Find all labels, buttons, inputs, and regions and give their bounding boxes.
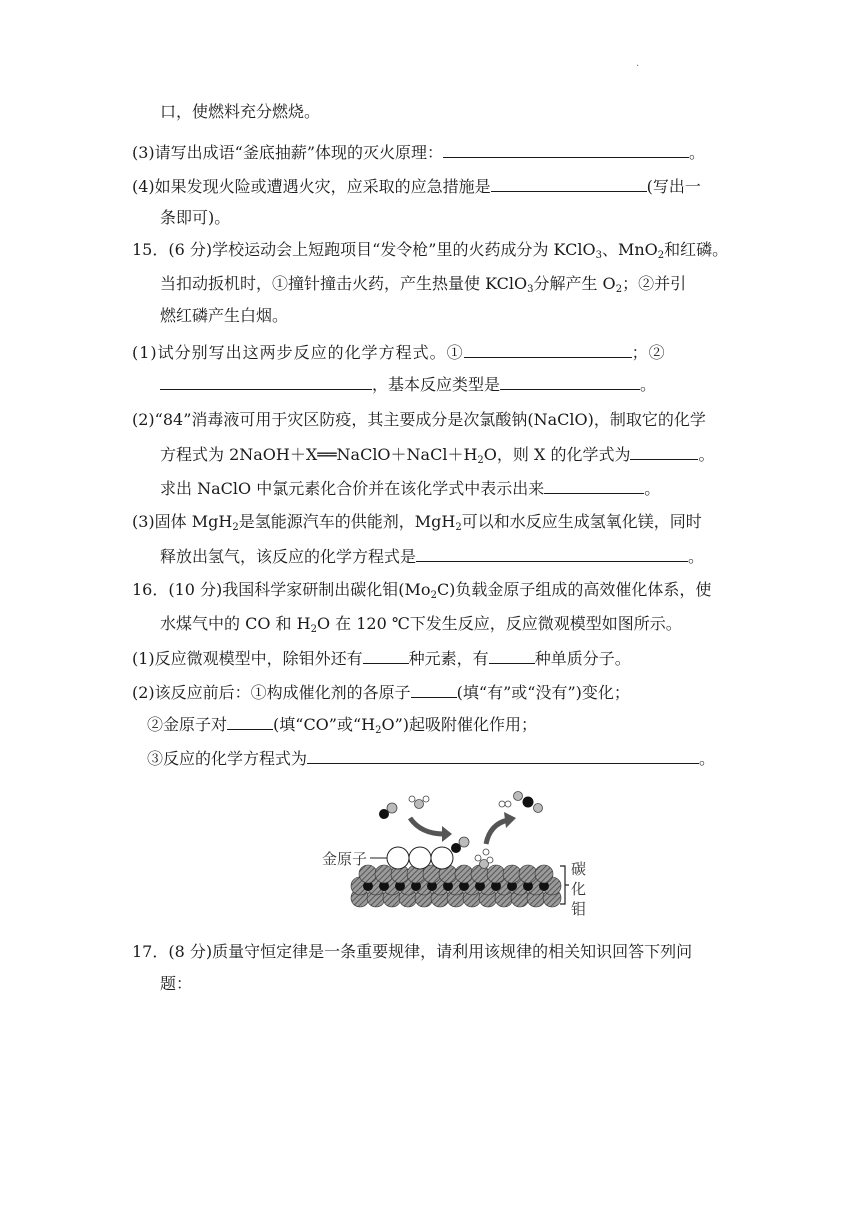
text-line: 水煤气中的 CO 和 $H_2O$ 在 120 ℃下发生反应，反应微观模型如图所示。	[160, 614, 682, 635]
text-line: 当扣动扳机时，①撞针撞击火药，产生热量使 KClO$_3$分解产生 $O_2$；②并引	[160, 274, 687, 295]
answer-blank[interactable]	[443, 142, 689, 158]
answer-blank[interactable]	[160, 374, 372, 390]
answer-blank[interactable]	[630, 444, 698, 460]
text-line: 方程式为 $2NaOH+X══NaClO+NaCl+H_2O$，则 X 的化学式为 。	[160, 445, 715, 466]
question-3: (3)请写出成语“釜底抽薪”体现的灭火原理： 。	[132, 143, 706, 162]
text-line: ③反应的化学方程式为 。	[147, 749, 716, 768]
problem-15-q1: (1)试分别写出这两步反应的化学方程式。① ；②	[132, 343, 666, 362]
problem-17: 17．(8 分)质量守恒定律是一条重要规律，请利用该规律的相关知识回答下列问	[132, 942, 693, 961]
arrow-in-head	[442, 826, 452, 842]
text-line: ②金原子对 (填“CO”或“$H_2O$”)起吸附催化作用；	[147, 715, 538, 736]
bracket	[560, 866, 569, 904]
problem-16-q2: (2)该反应前后：①构成催化剂的各原子 (填“有”或“没有”)变化；	[132, 683, 630, 702]
problem-16: 16．(10 分)我国科学家研制出碳化钼$(Mo_2C)$负载金原子组成的高效催化体系，使	[132, 580, 712, 601]
answer-blank[interactable]	[363, 648, 409, 664]
answer-blank[interactable]	[411, 682, 457, 698]
adsorbed-co	[451, 837, 469, 853]
problem-15-q2: (2)“84”消毒液可用于灾区防疫，其主要成分是次氯酸钠(NaClO)，制取它的化学	[132, 410, 706, 429]
text-line: 口，使燃料充分燃烧。	[160, 102, 321, 121]
answer-blank[interactable]	[491, 176, 647, 192]
text-line: 求出 NaClO 中氯元素化合价并在该化学式中表示出来 。	[160, 479, 661, 498]
molecule-co2-right	[514, 792, 543, 813]
text-line: 题：	[160, 974, 193, 993]
page-mark: .	[636, 58, 640, 69]
problem-15-q3: (3)固体 MgH$_2$是氢能源汽车的供能剂，MgH$_2$可以和水反应生成氢氧化镁，同时	[132, 512, 702, 533]
problem-15: 15．(6 分)学校运动会上短跑项目“发令枪”里的火药成分为 KClO$_3$、MnO$_2$和红磷。	[132, 240, 729, 261]
text-line: 释放出氢气，该反应的化学方程式是 。	[160, 547, 705, 566]
carbide-label: 化	[571, 880, 587, 898]
answer-blank[interactable]	[489, 648, 535, 664]
reaction-micro-model-figure	[318, 788, 590, 918]
answer-blank[interactable]	[227, 714, 273, 730]
molecule-h2-right	[499, 801, 511, 807]
text-line: 燃红磷产生白烟。	[160, 306, 289, 325]
answer-blank[interactable]	[307, 748, 699, 764]
molecule-h2o-left	[409, 796, 429, 809]
arrow-out	[486, 820, 508, 844]
question-4: (4)如果发现火险或遭遇火灾，应采取的应急措施是 (写出一	[132, 177, 701, 196]
carbide-label: 碳	[571, 860, 587, 878]
carbide-label: 钼	[571, 900, 587, 918]
text-line: 条即可)。	[160, 208, 231, 227]
arrow-in	[410, 818, 444, 834]
text-line: ，基本反应类型是 。	[160, 374, 740, 395]
gold-atom-label: 金原子	[322, 850, 368, 868]
gold-atoms	[387, 847, 453, 869]
answer-blank[interactable]	[464, 342, 632, 358]
answer-blank[interactable]	[500, 374, 640, 390]
answer-blank[interactable]	[544, 478, 644, 494]
molecule-co-left	[379, 803, 397, 819]
answer-blank[interactable]	[416, 546, 688, 562]
arrow-out-head	[504, 812, 516, 828]
problem-16-q1: (1)反应微观模型中，除钼外还有 种元素，有 种单质分子。	[132, 649, 631, 668]
